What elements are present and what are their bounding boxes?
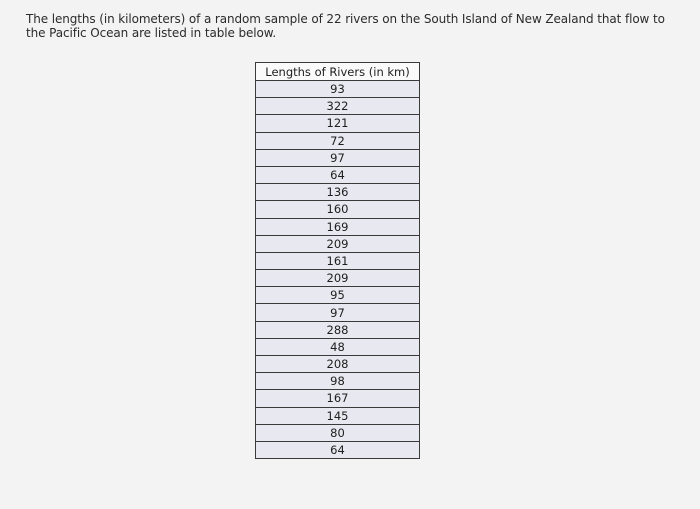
table-cell: 80 <box>256 424 420 441</box>
table-row <box>256 81 420 98</box>
table-cell: 322 <box>256 98 420 115</box>
table-row <box>256 287 420 304</box>
table-row <box>256 270 420 287</box>
table-cell: 93 <box>256 81 420 98</box>
table-cell: 288 <box>256 321 420 338</box>
table-cell: 64 <box>256 166 420 183</box>
table-cell: 121 <box>256 115 420 132</box>
table-cell: 160 <box>256 201 420 218</box>
table-cell: 72 <box>256 132 420 149</box>
table-row <box>256 373 420 390</box>
table-row <box>256 149 420 166</box>
table-cell: 209 <box>256 270 420 287</box>
table-row <box>256 235 420 252</box>
table-row <box>256 115 420 132</box>
table-row <box>256 218 420 235</box>
table-cell: 167 <box>256 390 420 407</box>
table-row <box>256 407 420 424</box>
table-row <box>256 338 420 355</box>
table-row <box>256 98 420 115</box>
table-row <box>256 304 420 321</box>
table-cell: 209 <box>256 235 420 252</box>
table-row <box>256 201 420 218</box>
table-cell: 95 <box>256 287 420 304</box>
table-row <box>256 424 420 441</box>
table-cell: 98 <box>256 373 420 390</box>
table-header: Lengths of Rivers (in km) <box>256 63 420 81</box>
table-cell: 97 <box>256 304 420 321</box>
table-row <box>256 441 420 458</box>
table-cell: 48 <box>256 338 420 355</box>
question-line-1: The lengths (in kilometers) of a random sample of 22 rivers on the South Island of New Zealand that flow to <box>26 12 665 26</box>
table-cell: 161 <box>256 252 420 269</box>
river-lengths-table <box>255 62 420 459</box>
table-cell: 145 <box>256 407 420 424</box>
table-row <box>256 356 420 373</box>
question-text <box>26 12 666 40</box>
table-cell: 136 <box>256 184 420 201</box>
table-cell: 169 <box>256 218 420 235</box>
table-row <box>256 390 420 407</box>
table-row <box>256 166 420 183</box>
table-cell: 208 <box>256 356 420 373</box>
table-cell: 64 <box>256 441 420 458</box>
table-header-row <box>256 63 420 81</box>
table-row <box>256 252 420 269</box>
question-line-2: the Pacific Ocean are listed in table below. <box>26 26 277 40</box>
table-row <box>256 132 420 149</box>
table-row <box>256 184 420 201</box>
table-row <box>256 321 420 338</box>
table-cell: 97 <box>256 149 420 166</box>
